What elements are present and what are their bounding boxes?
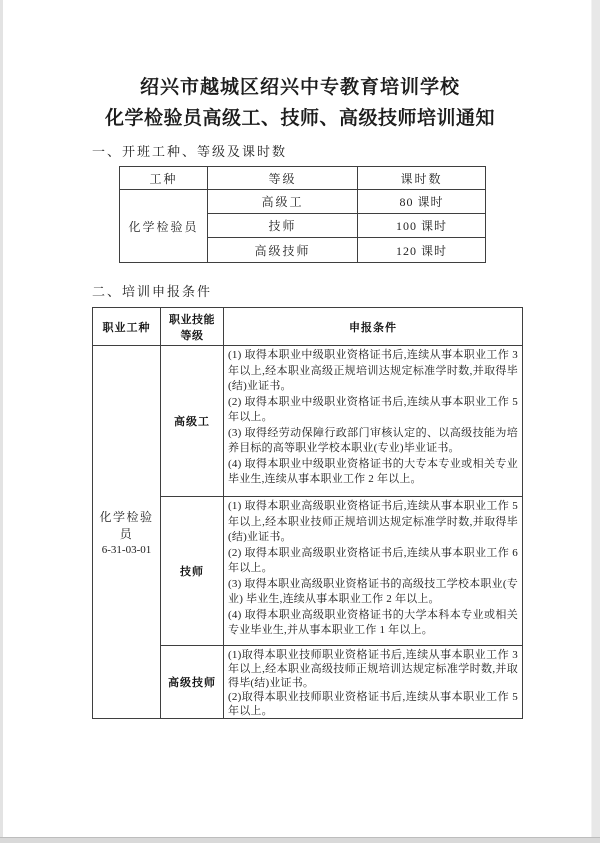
t1-trade-cell: 化学检验员 <box>120 190 208 263</box>
t1-hours-cell: 100 课时 <box>358 214 486 238</box>
doc-title-line2: 化学检验员高级工、技师、高级技师培训通知 <box>104 108 495 129</box>
t2-col-header-level: 职业技能等级 <box>161 308 224 346</box>
condition-item: (3) 取得本职业高级职业资格证书的高级技工学校本职业(专业) 毕业生,连续从事本职业工作 2 年以上。 <box>228 577 518 605</box>
t2-level-cell: 技师 <box>161 497 224 646</box>
condition-item: (2) 取得本职业高级职业资格证书后,连续从事本职业工作 6 年以上。 <box>228 546 518 574</box>
condition-item: (4) 取得本职业中级职业资格证书的大专本专业或相关专业毕业生,连续从事本职业工作 2 年以上。 <box>228 457 518 485</box>
page-edge-bottom <box>0 837 600 843</box>
table-row <box>120 190 486 214</box>
t1-level-cell: 高级技师 <box>208 238 358 263</box>
section1-heading: 一、开班工种、等级及课时数 <box>92 144 288 159</box>
condition-item: (4) 取得本职业高级职业资格证书的大学本科本专业或相关专业毕业生,并从事本职业工作 1 年以上。 <box>228 608 518 636</box>
t1-col-header-hours: 课时数 <box>358 167 486 190</box>
t1-level-cell: 技师 <box>208 214 358 238</box>
page-edge-right <box>591 0 600 843</box>
condition-item: (1) 取得本职业高级职业资格证书后,连续从事本职业工作 5 年以上,经本职业技师正规培训达规定标准学时数,并取得毕(结)业证书。 <box>228 500 518 543</box>
t2-trade-cell <box>93 346 161 719</box>
condition-item: (2) 取得本职业中级职业资格证书后,连续从事本职业工作 5 年以上。 <box>228 395 518 423</box>
t2-conditions-cell <box>224 346 523 497</box>
condition-item: (2)取得本职业技师职业资格证书后,连续从事本职业工作 5 年以上。 <box>228 691 518 717</box>
section2-heading: 二、培训申报条件 <box>92 284 213 299</box>
t1-level-cell: 高级工 <box>208 190 358 214</box>
doc-title-line1: 绍兴市越城区绍兴中专教育培训学校 <box>139 77 460 98</box>
condition-item: (1) 取得本职业中级职业资格证书后,连续从事本职业工作 3 年以上,经本职业高级正规培训达规定标准学时数,并取得毕(结)业证书。 <box>228 349 518 392</box>
trade-name: 化学检验员 <box>99 510 154 541</box>
t2-col-header-conditions: 申报条件 <box>224 308 523 346</box>
t2-conditions-cell <box>224 497 523 646</box>
trade-code: 6-31-03-01 <box>101 544 152 556</box>
course-hours-table <box>119 166 486 263</box>
t2-col-header-trade: 职业工种 <box>93 308 161 346</box>
t2-conditions-cell <box>224 646 523 719</box>
t1-hours-cell: 80 课时 <box>358 190 486 214</box>
table-header-row <box>120 167 486 190</box>
t2-level-cell: 高级工 <box>161 346 224 497</box>
table-header-row <box>93 308 523 346</box>
t2-level-cell: 高级技师 <box>161 646 224 719</box>
condition-item: (1)取得本职业技师职业资格证书后,连续从事本职业工作 3 年以上,经本职业高级技师正规培训达规定标准学时数,并取得毕(结)业证书。 <box>228 649 518 689</box>
t1-col-header-trade: 工种 <box>120 167 208 190</box>
table-row <box>93 346 523 497</box>
condition-item: (3) 取得经劳动保障行政部门审核认定的、以高级技能为培养目标的高等职业学校本职业(专业)毕业证书。 <box>228 426 518 454</box>
application-conditions-table <box>92 307 523 719</box>
t1-hours-cell: 120 课时 <box>358 238 486 263</box>
t1-col-header-level: 等级 <box>208 167 358 190</box>
page-edge-left <box>0 0 3 843</box>
